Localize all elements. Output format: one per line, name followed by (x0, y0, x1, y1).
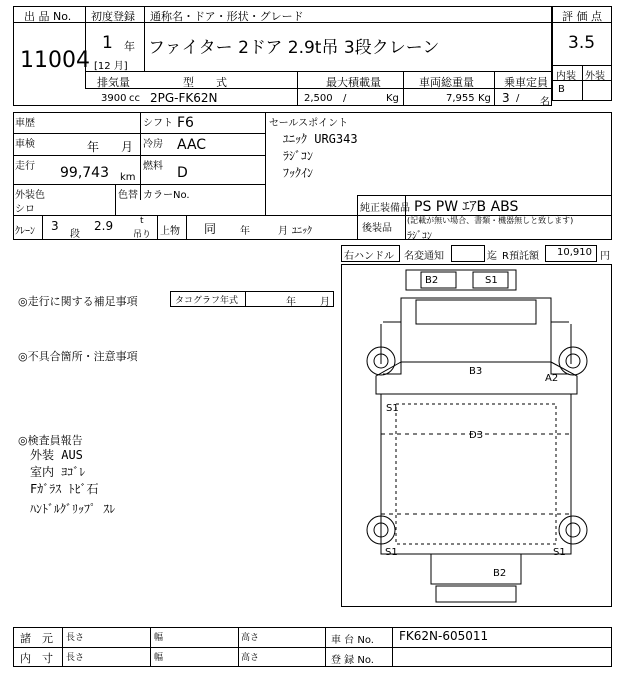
capacity-label: 乗車定員 (504, 76, 548, 89)
divider (85, 88, 552, 89)
bed-guides (381, 434, 571, 514)
ext-color-label: 外装色 (15, 190, 45, 201)
crane-year-unit: 年 (240, 226, 250, 237)
factory-equipment: PS PW ｴｱB ABS (414, 199, 519, 215)
divider (186, 215, 187, 240)
ext-color-value: シロ (15, 204, 35, 215)
damage-mark: S1 (553, 547, 566, 558)
score-label: 評 価 点 (562, 10, 602, 23)
hub (566, 354, 580, 368)
inspector-label: ◎検査員報告 (18, 434, 83, 447)
divider (582, 65, 583, 101)
interior-grade: B (558, 84, 565, 95)
divider (13, 184, 265, 185)
divider (238, 627, 239, 667)
name-change-box (451, 245, 485, 262)
rear-bumper (436, 586, 516, 602)
crane-stage: 3 (51, 219, 59, 233)
defects-label: ◎不具合箇所・注意事項 (18, 350, 138, 363)
first-reg-label: 初度登録 (91, 10, 135, 23)
sales-label: セールスポイント (269, 118, 349, 129)
interior-label: 内装 (556, 71, 576, 82)
crane-label: ｸﾚｰﾝ (15, 226, 35, 237)
ac-value: AAC (177, 137, 207, 153)
gvw-unit: Kg (478, 93, 491, 104)
lot-label: 出 品 No. (24, 10, 72, 23)
rhd-label: 右ハンドル (344, 251, 394, 262)
capacity-sep: / (516, 93, 520, 104)
first-reg-year: 1 (102, 33, 113, 53)
inspector-line: ﾊﾝﾄﾞﾙｸﾞﾘｯﾌﾟ ｽﾚ (30, 502, 116, 516)
divider (140, 112, 141, 200)
truck-diagram (341, 264, 612, 607)
name-change-label: 名変通知 (404, 251, 444, 262)
stage-unit: 段 (70, 229, 80, 240)
maxload-label: 最大積載量 (326, 76, 381, 89)
aftermarket-label: 後装品 (362, 223, 392, 234)
bed-inner (396, 404, 556, 544)
width-label: 幅 (154, 633, 164, 643)
disp-label: 排気量 (97, 76, 130, 89)
windshield (416, 300, 536, 324)
capacity-value: 3 (502, 91, 510, 105)
r-pred-unit: 円 (600, 251, 610, 262)
divider (85, 71, 552, 72)
divider (494, 71, 495, 106)
fuel-label: 燃料 (143, 161, 163, 172)
score-value: 3.5 (568, 33, 596, 53)
load-unit-t: t (140, 216, 144, 226)
capacity-unit: 名 (540, 97, 550, 108)
damage-mark: S1 (385, 547, 398, 558)
damage-mark: B3 (469, 366, 483, 377)
divider (85, 6, 86, 88)
height-label: 高さ (241, 653, 260, 663)
disp-unit: cc (129, 93, 140, 104)
divider (552, 22, 612, 23)
length-label: 長さ (66, 653, 85, 663)
damage-mark: B2 (493, 568, 507, 579)
divider (42, 215, 43, 240)
model-code: 2PG-FK62N (150, 91, 218, 105)
aftermarket-note: (記載が無い場合、書類・機器無しと致します) (407, 216, 574, 225)
fuel-value: D (177, 165, 188, 181)
length-label: 長さ (66, 633, 85, 643)
damage-mark: B2 (425, 275, 439, 286)
driving-notes-label: ◎走行に関する補足事項 (18, 295, 138, 308)
chassis-number: FK62N-605011 (399, 629, 489, 643)
inspector-line: 外装 AUS (30, 448, 83, 462)
divider (325, 627, 326, 667)
same-value: 同 (204, 222, 217, 236)
sales-point: ﾕﾆｯｸ URG343 (283, 132, 358, 146)
tacho-year-unit: 年 (286, 297, 296, 308)
divider (157, 215, 158, 240)
cab-outline (401, 298, 551, 362)
wheel-front-right (559, 347, 587, 375)
deadline-label: 迄 (487, 251, 497, 262)
shift-label: シフト (143, 118, 173, 129)
max-load-unit: Kg (386, 93, 399, 104)
sales-point: ﾌｯｸｲﾝ (283, 166, 314, 180)
divider (13, 647, 612, 648)
roof-panel (406, 270, 516, 290)
damage-mark: D3 (469, 430, 484, 441)
divider (297, 71, 298, 106)
divider (115, 184, 116, 215)
max-load-value: 2,500 (304, 93, 333, 104)
divider (144, 6, 145, 71)
year-unit: 年 (124, 40, 135, 53)
dims-label: 諸 元 (20, 632, 53, 645)
exterior-label: 外装 (585, 71, 605, 82)
cargo-bed (381, 394, 571, 554)
load-unit-hang: 吊り (133, 230, 152, 240)
crane-month-unit: 月 (278, 226, 288, 237)
history-label: 車歴 (15, 118, 35, 129)
factory-label: 純正装備品 (360, 203, 410, 214)
gvw-label: 車両総重量 (419, 76, 474, 89)
interior-dims-label: 内 寸 (20, 652, 53, 665)
model-label: 型 式 (183, 76, 227, 89)
mileage-value: 99,743 (60, 165, 109, 181)
mileage-label: 走行 (15, 161, 35, 172)
color-no-label: カラーNo. (143, 190, 190, 201)
divider (403, 71, 404, 106)
damage-mark: S1 (485, 275, 498, 286)
wheel-rear-right (559, 516, 587, 544)
displacement-value: 3900 (101, 93, 127, 104)
crane-load: 2.9 (94, 219, 114, 233)
hub (566, 523, 580, 537)
tacho-label: タコグラフ年式 (175, 296, 239, 306)
gvw-value: 7,955 (446, 93, 475, 104)
damage-mark: S1 (386, 403, 399, 414)
divider (13, 133, 265, 134)
max-load-sep: / (343, 93, 347, 104)
divider (13, 155, 265, 156)
aftermarket-value: ﾗｼﾞｺﾝ (407, 231, 432, 242)
inspector-line: 室内 ﾖｺﾞﾚ (30, 465, 86, 479)
divider (62, 627, 63, 667)
r-pred-label: R預託額 (502, 251, 539, 262)
body-label: 上物 (160, 226, 180, 237)
r-pred-value: 10,910 (557, 247, 592, 258)
sales-point: ﾗｼﾞｺﾝ (283, 149, 314, 163)
inspector-line: Fｶﾞﾗｽ ﾄﾋﾞ石 (30, 482, 99, 496)
tacho-month-unit: 月 (320, 297, 330, 308)
divider (245, 291, 246, 307)
rear-step (431, 554, 521, 584)
divider (265, 112, 266, 215)
model-title: ファイター 2ドア 2.9t吊 3段クレーン (148, 38, 440, 58)
model-title-label: 通称名・ドア・形状・グレード (150, 10, 304, 23)
divider (150, 627, 151, 667)
divider (392, 627, 393, 667)
lot-number: 11004 (20, 48, 90, 73)
insp-month-unit: 月 (121, 140, 134, 154)
chassis-label: 車 台 No. (331, 635, 374, 646)
width-label: 幅 (154, 653, 164, 663)
ac-label: 冷房 (143, 139, 163, 150)
color-change-label: 色替 (118, 190, 138, 201)
mileage-unit: km (120, 172, 136, 183)
registration-label: 登 録 No. (331, 655, 374, 666)
inspection-label: 車検 (15, 139, 35, 150)
first-reg-month: [12 月] (94, 61, 128, 72)
height-label: 高さ (241, 633, 260, 643)
damage-mark: A2 (545, 373, 559, 384)
insp-year-unit: 年 (87, 140, 100, 154)
shift-value: F6 (177, 115, 194, 131)
crane-maker: ﾕﾆｯｸ (292, 226, 312, 237)
